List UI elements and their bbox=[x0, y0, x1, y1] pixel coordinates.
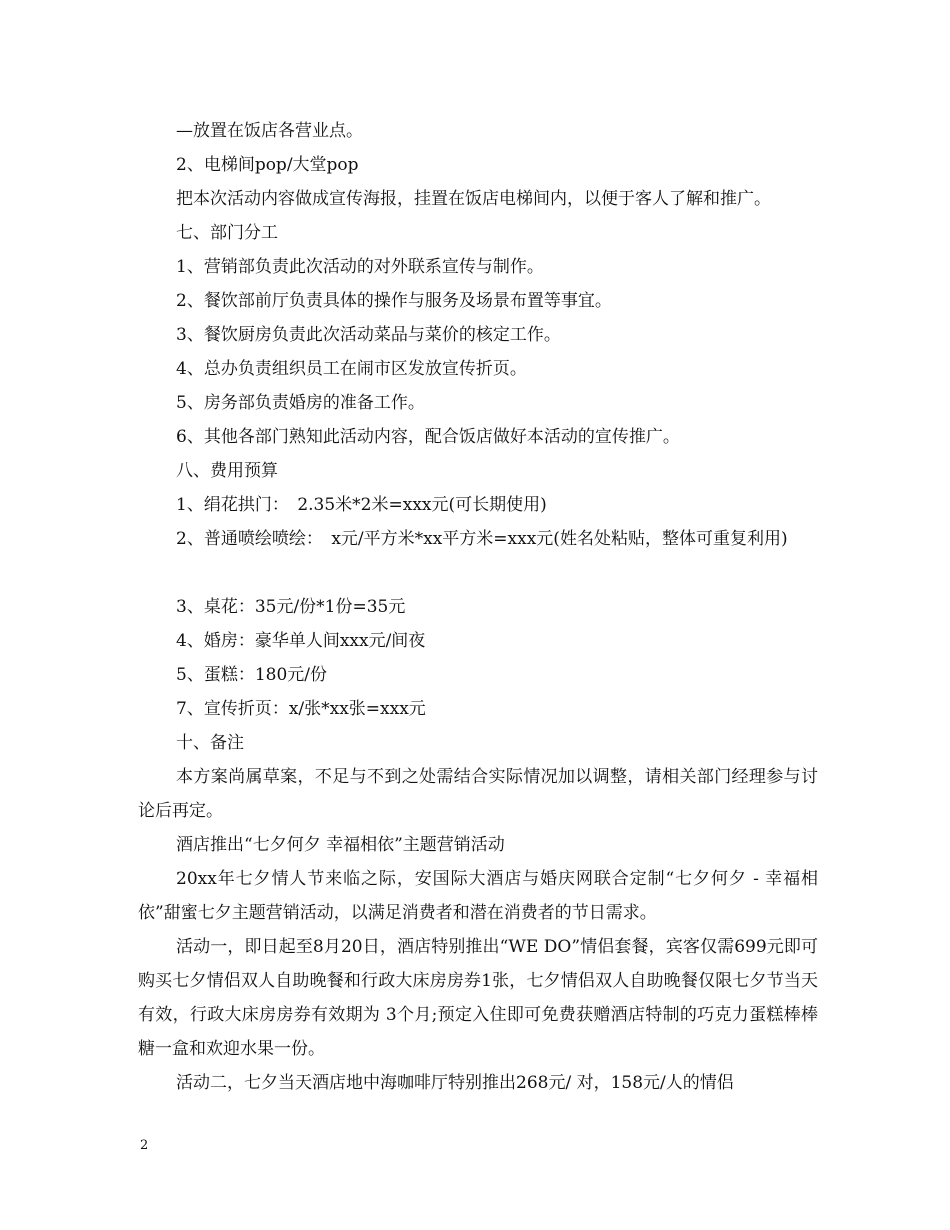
paragraph: 3、餐饮厨房负责此次活动菜品与菜价的核定工作。 bbox=[176, 325, 561, 345]
paragraph: 本方案尚属草案，不足与不到之处需结合实际情况加以调整，请相关部门经理参与讨论后再定。 bbox=[138, 767, 818, 821]
section-heading: 七、部门分工 bbox=[176, 223, 278, 243]
paragraph: 1、绢花拱门： 2.35米*2米=xxx元(可长期使用) bbox=[176, 495, 547, 515]
paragraph: 2、普通喷绘喷绘： x元/平方米*xx平方米=xxx元(姓名处粘贴，整体可重复利用) bbox=[176, 529, 788, 549]
page-number: 2 bbox=[140, 1138, 149, 1153]
paragraph: 3、桌花：35元/份*1份=35元 bbox=[176, 597, 406, 617]
paragraph: 6、其他各部门熟知此活动内容，配合饭店做好本活动的宣传推广。 bbox=[176, 427, 680, 447]
paragraph: 活动一，即日起至8月20日，酒店特别推出“WE DO”情侣套餐，宾客仅需699元即可购买七夕情侣双人自助晚餐和行政大床房房券1张，七夕情侣双人自助晚餐仅限七夕节当天有效，行政大床房房券有效期为 3个月;预定入住即可免费获赠酒店特制的巧克力蛋糕棒棒糖一盒和欢迎水果一份。 bbox=[138, 937, 818, 1059]
section-heading: 八、费用预算 bbox=[176, 461, 278, 481]
paragraph: 2、餐饮部前厅负责具体的操作与服务及场景布置等事宜。 bbox=[176, 291, 612, 311]
paragraph: 5、蛋糕：180元/份 bbox=[176, 665, 327, 685]
paragraph: 把本次活动内容做成宣传海报，挂置在饭店电梯间内，以便于客人了解和推广。 bbox=[176, 189, 771, 209]
paragraph: 7、宣传折页：x/张*xx张=xxx元 bbox=[176, 699, 426, 719]
section-heading: 十、备注 bbox=[176, 733, 244, 753]
paragraph: —放置在饭店各营业点。 bbox=[176, 121, 363, 141]
paragraph: 4、婚房：豪华单人间xxx元/间夜 bbox=[176, 631, 426, 651]
paragraph: 1、营销部负责此次活动的对外联系宣传与制作。 bbox=[176, 257, 544, 277]
paragraph: 20xx年七夕情人节来临之际，安国际大酒店与婚庆网联合定制“七夕何夕 - 幸福相依”甜蜜七夕主题营销活动，以满足消费者和潜在消费者的节日需求。 bbox=[138, 869, 818, 923]
paragraph: 5、房务部负责婚房的准备工作。 bbox=[176, 393, 425, 413]
paragraph: 4、总办负责组织员工在闹市区发放宣传折页。 bbox=[176, 359, 527, 379]
paragraph: 活动二，七夕当天酒店地中海咖啡厅特别推出268元/ 对，158元/人的情侣 bbox=[176, 1073, 734, 1093]
article-title: 酒店推出“七夕何夕 幸福相依”主题营销活动 bbox=[176, 835, 505, 855]
paragraph: 2、电梯间pop/大堂pop bbox=[176, 155, 359, 175]
